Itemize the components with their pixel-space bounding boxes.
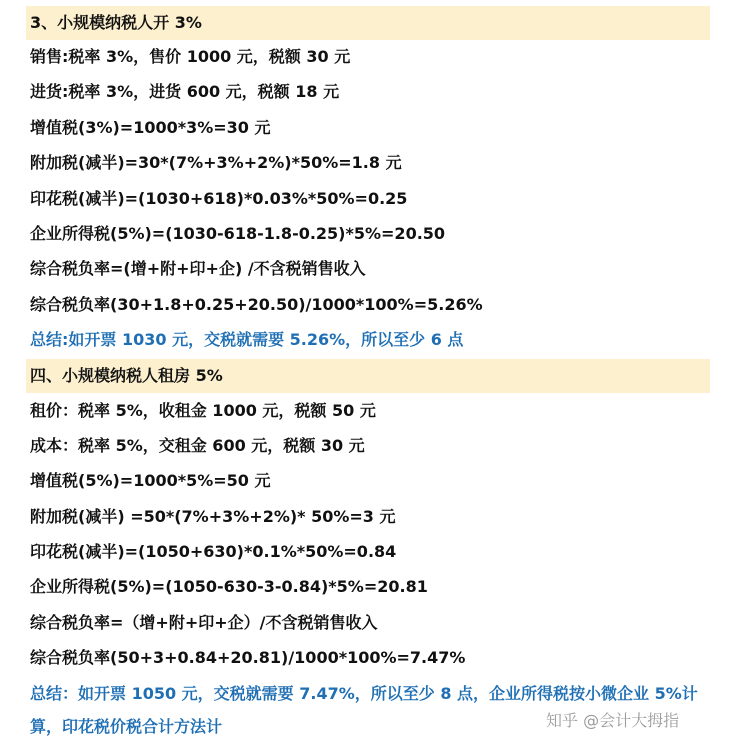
text-line: 综合税负率=（增+附+印+企）/不含税销售收入 [30, 613, 378, 632]
text-line: 综合税负率(50+3+0.84+20.81)/1000*100%=7.47% [30, 648, 466, 667]
text-line: 租价：税率 5%，收租金 1000 元，税额 50 元 [30, 401, 376, 420]
text-line: 综合税负率=(增+附+印+企) /不含税销售收入 [30, 259, 366, 278]
text-line: 进货:税率 3%，进货 600 元，税额 18 元 [30, 82, 340, 101]
text-line: 增值税(5%)=1000*5%=50 元 [30, 471, 271, 490]
text-line: 印花税(减半)=(1030+618)*0.03%*50%=0.25 [30, 189, 408, 208]
text-line: 增值税(3%)=1000*3%=30 元 [30, 118, 271, 137]
text-line: 销售:税率 3%，售价 1000 元，税额 30 元 [30, 47, 351, 66]
text-line: 成本：税率 5%，交租金 600 元，税额 30 元 [30, 436, 365, 455]
text-line: 综合税负率(30+1.8+0.25+20.50)/1000*100%=5.26% [30, 295, 483, 314]
text-line: 印花税(减半)=(1050+630)*0.1%*50%=0.84 [30, 542, 397, 561]
summary-line: 总结：如开票 1050 元，交税就需要 7.47%，所以至少 8 点，企业所得税按小微企业 5%计算，印花税价税合计方法计 [30, 684, 698, 736]
summary-line: 总结:如开票 1030 元，交税就需要 5.26%，所以至少 6 点 [30, 330, 464, 349]
text-line: 附加税(减半) =50*(7%+3%+2%)* 50%=3 元 [30, 507, 396, 526]
text-line: 企业所得税(5%)=(1030-618-1.8-0.25)*5%=20.50 [30, 224, 446, 243]
text-line: 附加税(减半)=30*(7%+3%+2%)*50%=1.8 元 [30, 153, 402, 172]
text-line: 企业所得税(5%)=(1050-630-3-0.84)*5%=20.81 [30, 577, 428, 596]
section-heading: 3、小规模纳税人开 3% [30, 13, 202, 32]
section-heading: 四、小规模纳税人租房 5% [30, 366, 223, 385]
watermark-text: 知乎 @会计大拇指 [546, 711, 680, 730]
